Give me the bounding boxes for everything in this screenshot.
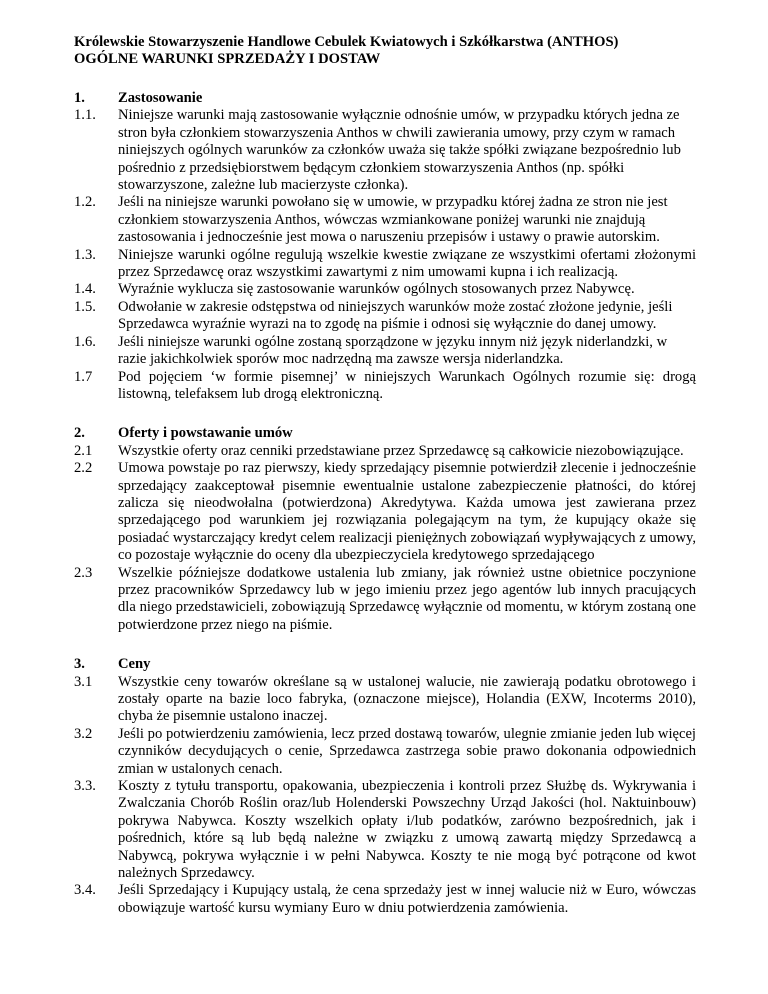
clause-text: Jeśli po potwierdzeniu zamówienia, lecz przed dostawą towarów, ulegnie zmianie jeden lub więcej czynników decydujących o cenie, Sprzedawca zastrzega sobie prawo dokonania odpowiednich zmian w ustalonych cenach. (118, 725, 696, 777)
clause-text: Wyraźnie wyklucza się zastosowanie warunków ogólnych stosowanych przez Nabywcę. (118, 281, 635, 298)
section-heading (74, 90, 696, 107)
document-header (74, 34, 696, 68)
clause-text: Wszelkie późniejsze dodatkowe ustalenia lub zmiany, jak również ustne obietnice poczynione przez pracowników Sprzedawcy lub w jego imieniu przez jego agentów lub innych pracujących dla niego przedstawicieli, zobowiązują Sprzedawcę wyłącznie od momentu, w którym zostaną one potwierdzone przez niego na piśmie. (118, 564, 696, 633)
clause-number: 2.2 (74, 460, 93, 477)
document-page (74, 34, 696, 917)
clause (74, 565, 696, 635)
clause-number: 1.3. (74, 246, 96, 263)
clause-text: Niniejsze warunki ogólne regulują wszelkie kwestie związane ze wszystkimi ofertami złożonymi przez Sprzedawcę oraz wszystkimi zawartymi z nim umowami kupna i ich realizacją. (118, 246, 696, 281)
clause-number: 1.5. (74, 298, 96, 315)
section-title: Ceny (118, 656, 151, 673)
clause (74, 281, 696, 298)
clause-number: 1.6. (74, 333, 96, 350)
clause (74, 194, 696, 246)
clause (74, 247, 696, 282)
clause-number: 2.3 (74, 564, 93, 581)
section-number: 2. (74, 425, 85, 442)
clause-text: Jeśli niniejsze warunki ogólne zostaną sporządzone w języku innym niż język niderlandzki, w razie jakichkolwiek sporów moc nadrzędną ma zawsze wersja niderlandzka. (118, 333, 668, 368)
clause-text: Niniejsze warunki mają zastosowanie wyłącznie odnośnie umów, w przypadku których jedna ze stron była członkiem stowarzyszenia Anthos w chwili zawierania umowy, przy czym w ramach niniejszych ogólnych warunków za członków uważa się także spółki związane bezpośrednio lub pośrednio z przedsiębiorstwem będącym członkiem stowarzyszenia Anthos (np. spółki stowarzyszone, zależne lub macierzyste członka). (118, 107, 681, 194)
clause (74, 726, 696, 778)
clause-text: Pod pojęciem ‘w formie pisemnej’ w niniejszych Warunkach Ogólnych rozumie się: drogą listowną, telefaksem lub drogą elektroniczną. (118, 368, 696, 402)
clause-number: 1.7 (74, 368, 93, 385)
clause (74, 334, 696, 369)
clause-number: 1.2. (74, 194, 96, 211)
section-number: 3. (74, 656, 85, 673)
clause-text: Jeśli Sprzedający i Kupujący ustalą, że cena sprzedaży jest w innej walucie niż w Euro, wówczas obowiązuje wartość kursu wymiany Euro w dniu potwierdzenia zamówienia. (118, 882, 696, 916)
clause (74, 299, 696, 334)
clause (74, 460, 696, 564)
clause-text: Umowa powstaje po raz pierwszy, kiedy sprzedający pisemnie potwierdził zlecenie i jednocześnie sprzedający zaakceptował pisemnie ewentualnie ustalone zabezpieczenie płatności, do której zalicza się nieodwołalna (potwierdzona) Akredytywa. Każda umowa jest zawierana przez sprzedającego pod warunkiem jej rozwiązania polegającym na tym, że kupujący okaże się posiadać wystarczający kredyt celem realizacji pieniężnych zobowiązań wypływających z umowy, co pozostaje wyłącznie do oceny dla ubezpieczyciela kredytowego sprzedającego (118, 460, 696, 564)
clause-text: Koszty z tytułu transportu, opakowania, ubezpieczenia i kontroli przez Służbę ds. Wykrywania i Zwalczania Chorób Roślin oraz/lub Holenderski Powszechny Urząd Jakości (hol. Naktuinbouw) pokrywa Nabywca. Koszty wszelkich opłaty i/lub podatków, zarówno bezpośrednich, jak i pośrednich, które są lub będą należne w związku z umową zawartą między Sprzedawcą a Nabywcą, pokrywa wyłącznie i w pełni Nabywca. Koszty te nie mogą być potrącone od kwot należnych Sprzedawcy. (118, 778, 696, 882)
clause (74, 443, 696, 460)
section-heading (74, 425, 696, 442)
clause-number: 1.4. (74, 281, 96, 298)
organization-name: Królewskie Stowarzyszenie Handlowe Cebulek Kwiatowych i Szkółkarstwa (ANTHOS) (74, 34, 619, 50)
document-title: OGÓLNE WARUNKI SPRZEDAŻY I DOSTAW (74, 51, 381, 67)
clause (74, 107, 696, 194)
clause-number: 3.3. (74, 778, 96, 795)
section-1 (74, 90, 696, 403)
sections-container (74, 90, 696, 917)
clause-number: 2.1 (74, 442, 93, 459)
clause-number: 1.1. (74, 107, 96, 124)
clause-number: 3.1 (74, 673, 93, 690)
clause-number: 3.4. (74, 882, 96, 899)
clause (74, 882, 696, 917)
section-2 (74, 425, 696, 634)
clause-text: Jeśli na niniejsze warunki powołano się w umowie, w przypadku której żadna ze stron nie jest członkiem stowarzyszenia Anthos, wówczas wzmiankowane poniżej warunki nie znajdują zastosowania i jednocześnie jest mowa o naruszeniu przepisów i ustawy o prawie autorskim. (118, 194, 668, 246)
section-heading (74, 656, 696, 673)
section-title: Oferty i powstawanie umów (118, 425, 293, 442)
clause-text: Wszystkie oferty oraz cenniki przedstawiane przez Sprzedawcę są całkowicie niezobowiązujące. (118, 442, 684, 459)
clause (74, 369, 696, 404)
section-number: 1. (74, 90, 85, 106)
section-title: Zastosowanie (118, 90, 203, 106)
clause-text: Wszystkie ceny towarów określane są w ustalonej walucie, nie zawierają podatku obrotowego i zostały oparte na bazie loco fabryka, (oznaczone miejsce), Holandia (EXW, Incoterms 2010), chyba że pisemnie ustalono inaczej. (118, 673, 696, 725)
clause (74, 778, 696, 882)
clause-text: Odwołanie w zakresie odstępstwa od niniejszych warunków może zostać złożone jedynie, jeśli Sprzedawca wyraźnie wyrazi na to zgodę na piśmie i odnosi się wyłącznie do danej umowy. (118, 298, 673, 333)
clause (74, 674, 696, 726)
clause-number: 3.2 (74, 725, 93, 742)
section-3 (74, 656, 696, 917)
